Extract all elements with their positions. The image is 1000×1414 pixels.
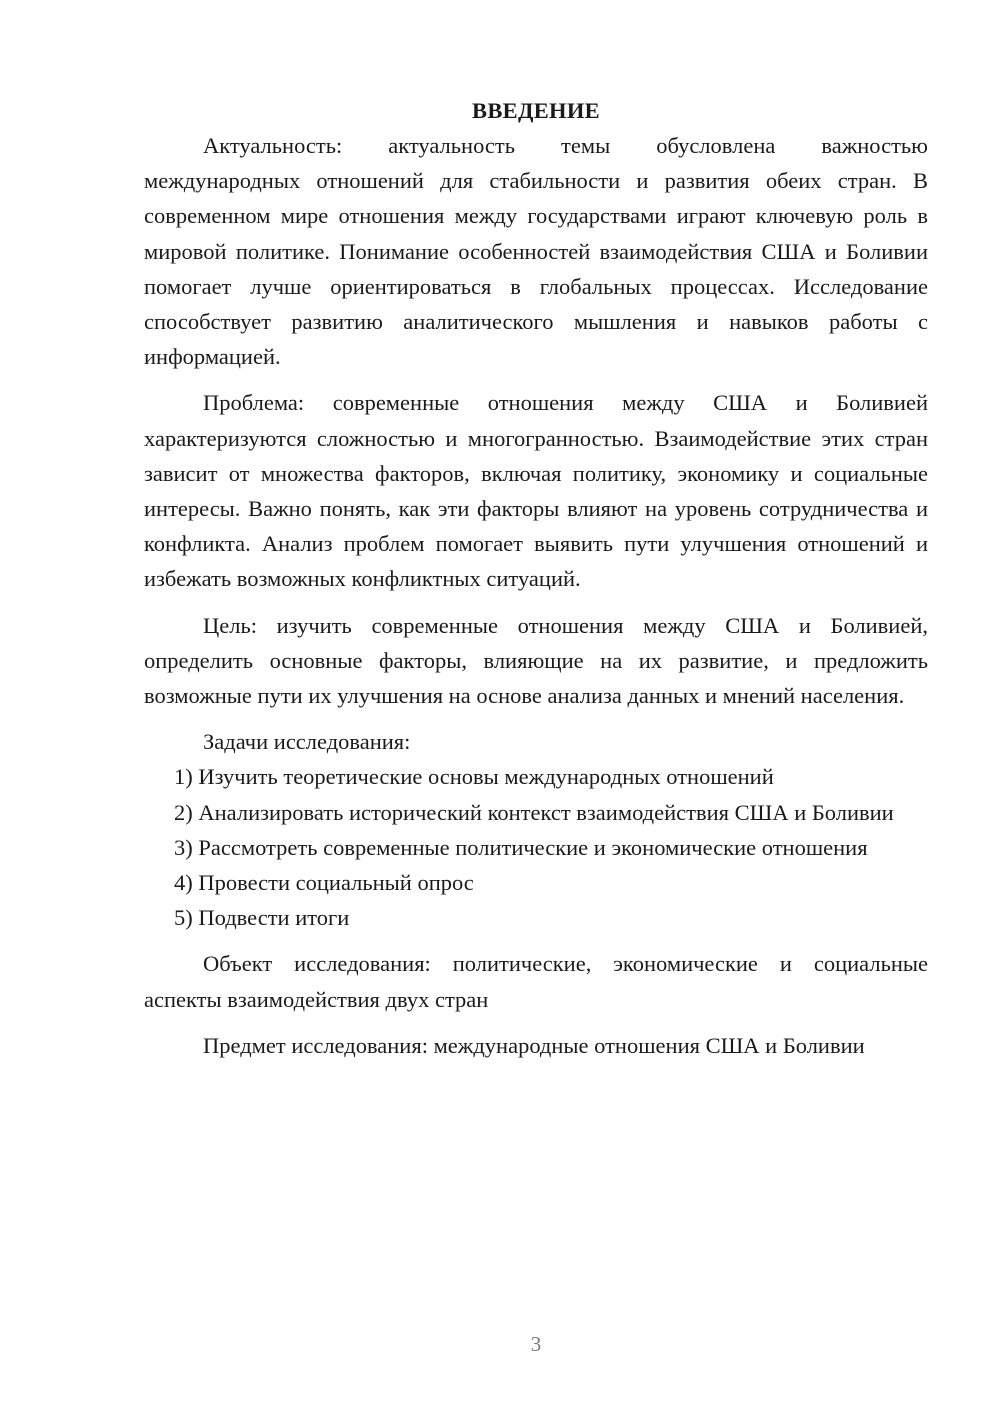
task-item-3: 3) Рассмотреть современные политические и экономические отношения [174,834,868,860]
page-number: 3 [530,1332,542,1356]
paragraph-tasks-intro: Задачи исследования: [203,729,411,755]
section-heading: ВВЕДЕНИЕ [472,98,600,123]
task-item-4: 4) Провести социальный опрос [174,870,474,896]
paragraph-object: Объект исследования: политические, экономические и социальные аспекты взаимодействия двух стран [144,951,928,1012]
page-body [144,93,928,1063]
task-item-5: 5) Подвести итоги [174,905,350,931]
paragraph-subject: Предмет исследования: международные отношения США и Боливии [203,1032,865,1058]
paragraph-problem: Проблема: современные отношения между США и Боливией характеризуются сложностью и многогранностью. Взаимодействие этих стран зависит от множества факторов, включая политику, экономику и социальные интересы. Важно понять, как эти факторы влияют на уровень сотрудничества и конфликта. Анализ проблем помогает выявить пути улучшения отношений и избежать возможных конфликтных ситуаций. [144,390,928,592]
task-item-1: 1) Изучить теоретические основы международных отношений [174,764,774,790]
paragraph-relevance: Актуальность: актуальность темы обусловлена важностью международных отношений для стабильности и развития обеих стран. В современном мире отношения между государствами играют ключевую роль в мировой политике. Понимание особенностей взаимодействия США и Боливии помогает лучше ориентироваться в глобальных процессах. Исследование способствует развитию аналитического мышления и навыков работы с информацией. [144,133,928,370]
paragraph-goal: Цель: изучить современные отношения между США и Боливией, определить основные факторы, влияющие на их развитие, и предложить возможные пути их улучшения на основе анализа данных и мнений населения. [144,612,928,709]
task-item-2: 2) Анализировать исторический контекст взаимодействия США и Боливии [174,799,894,825]
